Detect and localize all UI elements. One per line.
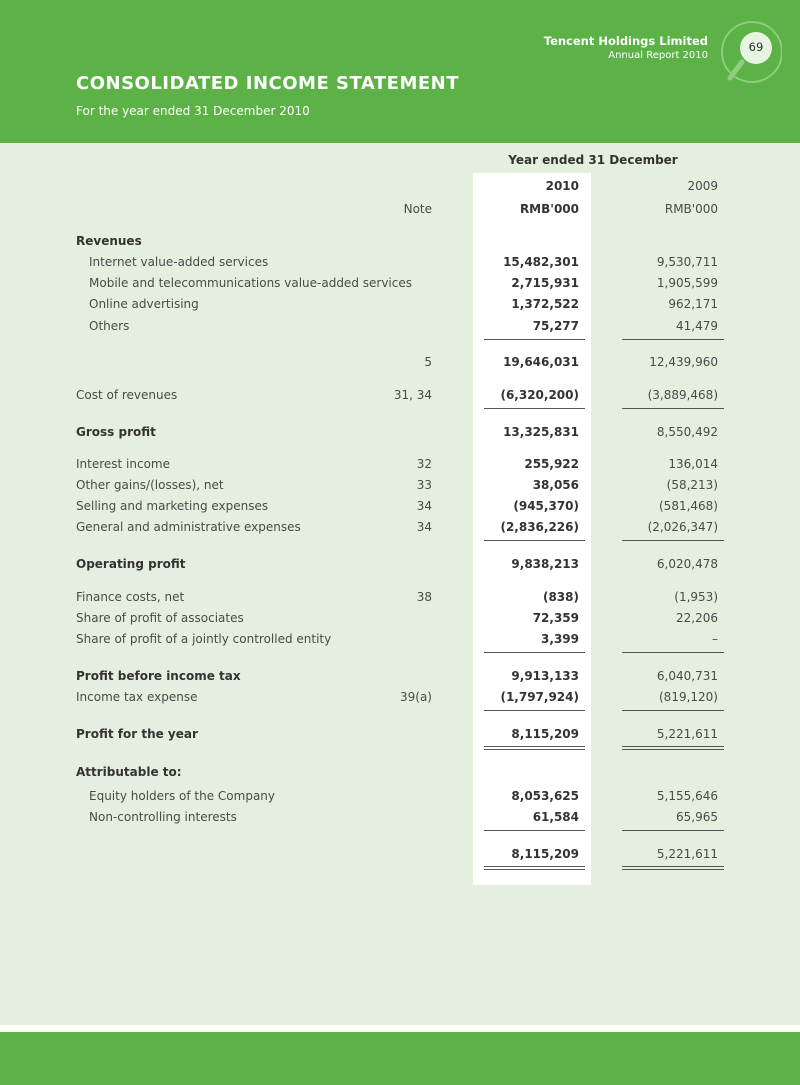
subtotal-rule xyxy=(622,830,724,831)
subtotal-rule xyxy=(484,710,585,711)
row-prior-value: 22,206 xyxy=(676,611,718,625)
year-current-header: 2010 xyxy=(545,179,579,193)
note-header: Note xyxy=(403,202,432,216)
row-current-value: (6,320,200) xyxy=(500,388,579,402)
row-label: Non-controlling interests xyxy=(89,810,237,824)
row-current-value: 9,913,133 xyxy=(511,669,579,683)
row-current-value: 15,482,301 xyxy=(503,255,579,269)
row-label: Equity holders of the Company xyxy=(89,789,276,803)
row-label: Mobile and telecommunications value-added services xyxy=(89,276,412,290)
row-label: Profit for the year xyxy=(76,727,198,741)
total-rule xyxy=(622,866,724,867)
row-prior-value: – xyxy=(712,632,718,646)
row-prior-value: 41,479 xyxy=(676,319,718,333)
row-note: 33 xyxy=(416,478,432,492)
row-current-value: 8,115,209 xyxy=(511,727,579,741)
row-current-value: 3,399 xyxy=(541,632,579,646)
row-label: Attributable to: xyxy=(76,765,182,779)
total-rule xyxy=(484,869,585,870)
row-current-value: 8,053,625 xyxy=(511,789,579,803)
unit-prior-header: RMB'000 xyxy=(664,202,718,216)
row-current-value: 2,715,931 xyxy=(511,276,579,290)
row-prior-value: 65,965 xyxy=(676,810,718,824)
total-rule xyxy=(484,746,585,747)
subtotal-rule xyxy=(484,652,585,653)
row-prior-value: 5,155,646 xyxy=(656,789,718,803)
row-current-value: 38,056 xyxy=(532,478,579,492)
row-label: Profit before income tax xyxy=(76,669,241,683)
subtotal-rule xyxy=(484,540,585,541)
company-name: Tencent Holdings Limited xyxy=(543,34,708,48)
row-label: Operating profit xyxy=(76,557,186,571)
row-current-value: (1,797,924) xyxy=(500,690,579,704)
row-current-value: 72,359 xyxy=(532,611,579,625)
unit-current-header: RMB'000 xyxy=(519,202,579,216)
subtotal-rule xyxy=(484,408,585,409)
row-label: Share of profit of a jointly controlled entity xyxy=(76,632,332,646)
row-label: Income tax expense xyxy=(76,690,198,704)
row-prior-value: (819,120) xyxy=(659,690,718,704)
row-label: Others xyxy=(89,319,130,333)
row-note: 34 xyxy=(416,499,432,513)
row-note: 5 xyxy=(424,355,432,369)
row-current-value: 75,277 xyxy=(532,319,579,333)
row-current-value: (2,836,226) xyxy=(500,520,579,534)
row-label: Revenues xyxy=(76,234,142,248)
row-current-value: 19,646,031 xyxy=(503,355,579,369)
page-header xyxy=(0,0,800,143)
subtotal-rule xyxy=(484,830,585,831)
statement-body xyxy=(0,143,800,1025)
report-name: Annual Report 2010 xyxy=(608,50,708,61)
row-current-value: 8,115,209 xyxy=(511,847,579,861)
subtotal-rule xyxy=(622,408,724,409)
row-label: Share of profit of associates xyxy=(76,611,244,625)
total-rule xyxy=(622,749,724,750)
row-label: Gross profit xyxy=(76,425,156,439)
row-note: 38 xyxy=(416,590,432,604)
row-prior-value: 5,221,611 xyxy=(656,847,718,861)
subtotal-rule xyxy=(622,652,724,653)
row-prior-value: 5,221,611 xyxy=(656,727,718,741)
row-label: Internet value-added services xyxy=(89,255,269,269)
row-prior-value: 9,530,711 xyxy=(656,255,718,269)
row-current-value: 9,838,213 xyxy=(511,557,579,571)
row-current-value: 61,584 xyxy=(532,810,579,824)
row-current-value: 13,325,831 xyxy=(503,425,579,439)
row-current-value: (945,370) xyxy=(513,499,579,513)
total-rule xyxy=(622,869,724,870)
row-prior-value: 962,171 xyxy=(668,297,718,311)
page-subtitle: For the year ended 31 December 2010 xyxy=(76,104,310,118)
period-header: Year ended 31 December xyxy=(508,153,678,167)
row-current-value: 1,372,522 xyxy=(511,297,579,311)
total-rule xyxy=(484,749,585,750)
row-prior-value: (3,889,468) xyxy=(647,388,718,402)
row-prior-value: (2,026,347) xyxy=(647,520,718,534)
row-note: 34 xyxy=(416,520,432,534)
row-prior-value: (1,953) xyxy=(674,590,718,604)
row-prior-value: (581,468) xyxy=(659,499,718,513)
row-note: 31, 34 xyxy=(393,388,432,402)
subtotal-rule xyxy=(622,710,724,711)
total-rule xyxy=(622,746,724,747)
row-prior-value: 1,905,599 xyxy=(656,276,718,290)
row-label: Cost of revenues xyxy=(76,388,178,402)
page-title: CONSOLIDATED INCOME STATEMENT xyxy=(76,73,460,94)
row-prior-value: 6,040,731 xyxy=(656,669,718,683)
row-prior-value: 6,020,478 xyxy=(656,557,718,571)
row-prior-value: 12,439,960 xyxy=(649,355,718,369)
year-prior-header: 2009 xyxy=(687,179,718,193)
row-label: General and administrative expenses xyxy=(76,520,301,534)
row-label: Other gains/(losses), net xyxy=(76,478,224,492)
total-rule xyxy=(484,866,585,867)
row-note: 32 xyxy=(416,457,432,471)
subtotal-rule xyxy=(484,339,585,340)
row-current-value: 255,922 xyxy=(524,457,579,471)
row-label: Finance costs, net xyxy=(76,590,185,604)
row-label: Interest income xyxy=(76,457,171,471)
page-footer xyxy=(0,1032,800,1085)
row-note: 39(a) xyxy=(400,690,432,704)
subtotal-rule xyxy=(622,540,724,541)
row-prior-value: 136,014 xyxy=(668,457,718,471)
row-prior-value: (58,213) xyxy=(666,478,718,492)
row-current-value: (838) xyxy=(542,590,579,604)
row-prior-value: 8,550,492 xyxy=(656,425,718,439)
row-label: Online advertising xyxy=(89,297,199,311)
page-number: 69 xyxy=(748,40,764,54)
subtotal-rule xyxy=(622,339,724,340)
row-label: Selling and marketing expenses xyxy=(76,499,269,513)
